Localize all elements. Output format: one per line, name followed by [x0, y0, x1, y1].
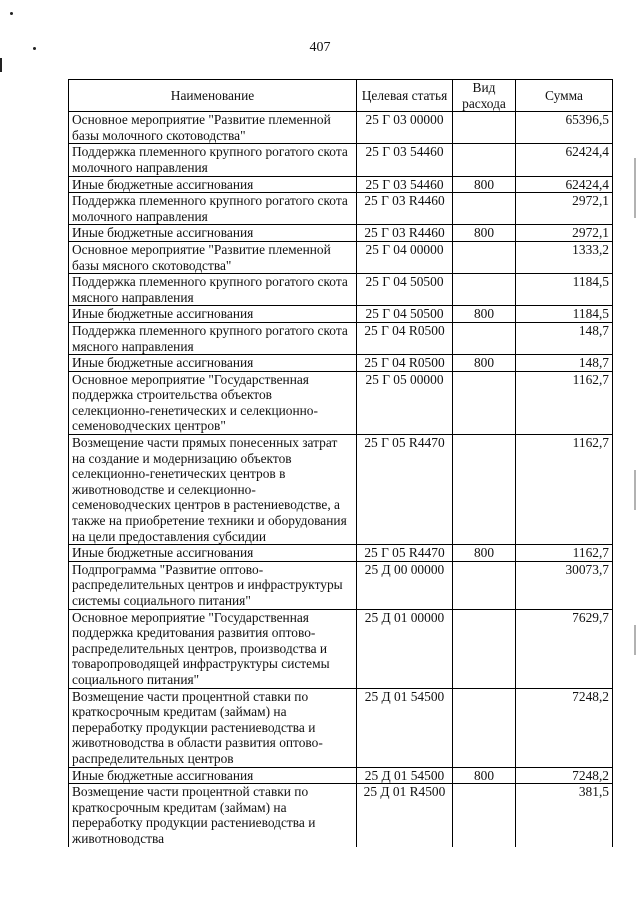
row-vid	[453, 193, 516, 225]
row-vid	[453, 112, 516, 144]
row-vid: 800	[453, 306, 516, 323]
row-vid: 800	[453, 225, 516, 242]
header-sum: Сумма	[516, 80, 613, 112]
row-code: 25 Г 05 R4470	[357, 545, 453, 562]
row-sum: 1333,2	[516, 241, 613, 273]
scan-dot-top	[10, 12, 13, 15]
scan-mark-right-edge-2	[634, 470, 636, 510]
table-row	[69, 561, 613, 609]
table-row	[69, 241, 613, 273]
table-row	[69, 306, 613, 323]
row-name: Поддержка племенного крупного рогатого скота молочного направления	[69, 193, 357, 225]
row-name: Иные бюджетные ассигнования	[69, 545, 357, 562]
table-row	[69, 688, 613, 767]
row-code: 25 Г 04 00000	[357, 241, 453, 273]
row-sum: 2972,1	[516, 193, 613, 225]
row-name: Поддержка племенного крупного рогатого скота мясного направления	[69, 274, 357, 306]
table-header-row	[69, 80, 613, 112]
table-row	[69, 322, 613, 354]
row-code: 25 Г 03 R4460	[357, 193, 453, 225]
row-sum: 1162,7	[516, 435, 613, 545]
row-sum: 148,7	[516, 355, 613, 372]
row-vid	[453, 435, 516, 545]
table-row	[69, 767, 613, 784]
scan-mark-right-edge-1	[634, 158, 636, 218]
row-code: 25 Г 03 54460	[357, 176, 453, 193]
row-code: 25 Д 01 00000	[357, 609, 453, 688]
row-name: Основное мероприятие "Государственная поддержка кредитования развития оптово-распределительных центров, производства и товаропроводящей инфраструктуры системы социального питания"	[69, 609, 357, 688]
row-name: Подпрограмма "Развитие оптово-распределительных центров и инфраструктуры системы социального питания"	[69, 561, 357, 609]
row-sum: 1184,5	[516, 274, 613, 306]
row-code: 25 Д 01 54500	[357, 688, 453, 767]
row-code: 25 Г 04 R0500	[357, 322, 453, 354]
table-row	[69, 435, 613, 545]
row-vid	[453, 784, 516, 847]
row-code: 25 Г 05 00000	[357, 371, 453, 434]
row-sum: 7248,2	[516, 688, 613, 767]
row-sum: 7248,2	[516, 767, 613, 784]
row-sum: 1162,7	[516, 371, 613, 434]
row-name: Основное мероприятие "Развитие племенной базы молочного скотоводства"	[69, 112, 357, 144]
row-sum: 65396,5	[516, 112, 613, 144]
row-name: Основное мероприятие "Государственная поддержка строительства объектов селекционно-генетических и селекционно-семеноводческих центров"	[69, 371, 357, 434]
row-sum: 148,7	[516, 322, 613, 354]
row-code: 25 Г 04 R0500	[357, 355, 453, 372]
row-name: Иные бюджетные ассигнования	[69, 225, 357, 242]
table-row	[69, 784, 613, 847]
row-vid	[453, 274, 516, 306]
row-name: Иные бюджетные ассигнования	[69, 176, 357, 193]
row-vid: 800	[453, 355, 516, 372]
row-code: 25 Г 05 R4470	[357, 435, 453, 545]
table-row	[69, 193, 613, 225]
row-name: Иные бюджетные ассигнования	[69, 355, 357, 372]
row-vid	[453, 322, 516, 354]
row-vid	[453, 144, 516, 176]
row-vid: 800	[453, 176, 516, 193]
table-row	[69, 371, 613, 434]
table-row	[69, 225, 613, 242]
table-row	[69, 545, 613, 562]
row-vid	[453, 688, 516, 767]
row-sum: 30073,7	[516, 561, 613, 609]
row-name: Основное мероприятие "Развитие племенной базы мясного скотоводства"	[69, 241, 357, 273]
row-name: Возмещение части прямых понесенных затрат на создание и модернизацию объектов селекционно-генетических центров в животноводстве и селекционно-семеноводческих центров в растениеводстве, а также на приобретение техники и оборудования на цели предоставления субсидии	[69, 435, 357, 545]
row-sum: 62424,4	[516, 176, 613, 193]
table-row	[69, 144, 613, 176]
row-vid	[453, 371, 516, 434]
row-name: Поддержка племенного крупного рогатого скота молочного направления	[69, 144, 357, 176]
header-vid: Вид расхода	[453, 80, 516, 112]
row-code: 25 Г 04 50500	[357, 274, 453, 306]
table-row	[69, 609, 613, 688]
row-sum: 1184,5	[516, 306, 613, 323]
row-code: 25 Д 00 00000	[357, 561, 453, 609]
row-vid: 800	[453, 767, 516, 784]
row-vid	[453, 561, 516, 609]
row-sum: 62424,4	[516, 144, 613, 176]
row-sum: 381,5	[516, 784, 613, 847]
row-name: Возмещение части процентной ставки по краткосрочным кредитам (займам) на переработку продукции растениеводства и животноводства в области развития оптово-распределительных центров	[69, 688, 357, 767]
row-code: 25 Д 01 R4500	[357, 784, 453, 847]
scan-mark-left-edge	[0, 58, 2, 72]
row-code: 25 Д 01 54500	[357, 767, 453, 784]
row-vid: 800	[453, 545, 516, 562]
row-sum: 7629,7	[516, 609, 613, 688]
row-code: 25 Г 04 50500	[357, 306, 453, 323]
row-code: 25 Г 03 00000	[357, 112, 453, 144]
scan-mark-right-edge-3	[634, 625, 636, 655]
row-name: Иные бюджетные ассигнования	[69, 767, 357, 784]
table-row	[69, 176, 613, 193]
row-sum: 1162,7	[516, 545, 613, 562]
row-vid	[453, 241, 516, 273]
row-vid	[453, 609, 516, 688]
table-row	[69, 274, 613, 306]
row-code: 25 Г 03 54460	[357, 144, 453, 176]
row-name: Поддержка племенного крупного рогатого скота мясного направления	[69, 322, 357, 354]
table-row	[69, 112, 613, 144]
page-number: 407	[309, 40, 331, 55]
table-row	[69, 355, 613, 372]
header-code: Целевая статья	[357, 80, 453, 112]
row-name: Возмещение части процентной ставки по краткосрочным кредитам (займам) на переработку продукции растениеводства и животноводства	[69, 784, 357, 847]
scan-dot-left	[33, 47, 36, 50]
header-name: Наименование	[69, 80, 357, 112]
row-sum: 2972,1	[516, 225, 613, 242]
budget-table	[68, 79, 613, 847]
row-code: 25 Г 03 R4460	[357, 225, 453, 242]
row-name: Иные бюджетные ассигнования	[69, 306, 357, 323]
